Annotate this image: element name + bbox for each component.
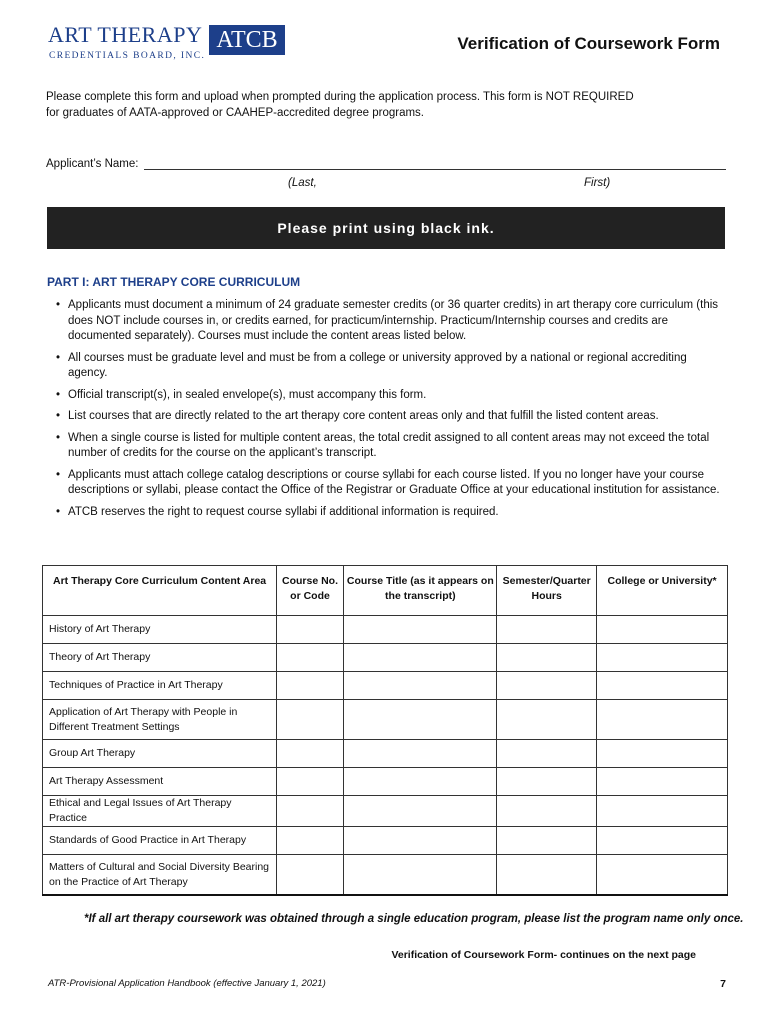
table-row — [43, 827, 728, 855]
handbook-footer: ATR-Provisional Application Handbook (effective January 1, 2021) — [48, 978, 326, 989]
bullet-text: ATCB reserves the right to request course syllabi if additional information is required. — [68, 505, 499, 518]
bullet-text: List courses that are directly related to the art therapy core content areas only and that fulfill the listed content areas. — [68, 410, 659, 422]
course-no-input[interactable] — [276, 616, 344, 644]
college-input[interactable] — [597, 827, 728, 855]
list-item — [54, 388, 720, 404]
applicant-name-field[interactable] — [144, 157, 726, 170]
table-row — [43, 768, 728, 796]
course-title-input[interactable] — [344, 827, 497, 855]
college-input[interactable] — [597, 644, 728, 672]
continues-note: Verification of Coursework Form- continues on the next page — [391, 949, 696, 961]
college-input[interactable] — [597, 855, 728, 896]
course-no-input[interactable] — [276, 768, 344, 796]
coursework-table — [42, 565, 728, 896]
course-title-input[interactable] — [344, 855, 497, 896]
intro-text — [46, 89, 726, 121]
course-no-input[interactable] — [276, 644, 344, 672]
single-program-footnote: *If all art therapy coursework was obtained through a single education program, please list the program name only once. — [84, 913, 744, 925]
content-area-cell: Theory of Art Therapy — [43, 644, 277, 672]
bullet-text: When a single course is listed for multiple content areas, the total credit assigned to all content areas may not exceed the total number of credits for the course on the applicant’s transcript. — [68, 431, 710, 459]
course-title-input[interactable] — [344, 700, 497, 740]
course-title-input[interactable] — [344, 616, 497, 644]
logo-top-text: ART THERAPY — [48, 22, 203, 47]
hours-input[interactable] — [497, 700, 597, 740]
course-no-input[interactable] — [276, 700, 344, 740]
content-area-cell: Application of Art Therapy with People in Different Treatment Settings — [43, 700, 277, 740]
table-row — [43, 700, 728, 740]
hours-input[interactable] — [497, 796, 597, 827]
course-no-input[interactable] — [276, 740, 344, 768]
course-no-input[interactable] — [276, 827, 344, 855]
hours-input[interactable] — [497, 672, 597, 700]
content-area-cell: Matters of Cultural and Social Diversity Bearing on the Practice of Art Therapy — [43, 855, 277, 896]
college-input[interactable] — [597, 740, 728, 768]
college-input[interactable] — [597, 768, 728, 796]
header-content-area: Art Therapy Core Curriculum Content Area — [43, 566, 277, 616]
content-area-cell: Standards of Good Practice in Art Therapy — [43, 827, 277, 855]
table-row — [43, 740, 728, 768]
college-input[interactable] — [597, 616, 728, 644]
content-area-cell: Art Therapy Assessment — [43, 768, 277, 796]
hours-input[interactable] — [497, 827, 597, 855]
atcb-logo — [48, 24, 288, 64]
table-row — [43, 796, 728, 827]
hours-input[interactable] — [497, 616, 597, 644]
course-title-input[interactable] — [344, 768, 497, 796]
course-title-input[interactable] — [344, 672, 497, 700]
table-row — [43, 672, 728, 700]
form-title: Verification of Coursework Form — [457, 34, 720, 53]
content-area-cell: Techniques of Practice in Art Therapy — [43, 672, 277, 700]
content-area-cell: Ethical and Legal Issues of Art Therapy Practice — [43, 796, 277, 827]
course-no-input[interactable] — [276, 672, 344, 700]
hours-input[interactable] — [497, 644, 597, 672]
content-area-cell: Group Art Therapy — [43, 740, 277, 768]
table-header-row — [43, 566, 728, 616]
bullet-text: Applicants must document a minimum of 24 graduate semester credits (or 36 quarter credits) in art therapy core curriculum (this does NOT include courses in, or credits earned, for practicum/internship. Practicum/Internship courses and credits are documented separately). Courses must include the content areas listed below. — [68, 299, 719, 342]
header-course-title: Course Title (as it appears on the transcript) — [344, 566, 497, 616]
table-row — [43, 644, 728, 672]
hours-input[interactable] — [497, 768, 597, 796]
first-name-caption: First) — [584, 177, 611, 189]
bullet-icon: • — [56, 388, 61, 401]
header-college: College or University* — [597, 566, 728, 616]
list-item — [54, 431, 720, 462]
course-no-input[interactable] — [276, 796, 344, 827]
list-item — [54, 298, 720, 345]
course-title-input[interactable] — [344, 796, 497, 827]
black-ink-banner: Please print using black ink. — [47, 207, 725, 249]
college-input[interactable] — [597, 700, 728, 740]
list-item — [54, 468, 720, 499]
last-name-caption: (Last, — [288, 177, 317, 189]
intro-line-1: Please complete this form and upload when prompted during the application process. This form is NOT REQUIRED — [46, 91, 634, 103]
list-item — [54, 351, 720, 382]
course-title-input[interactable] — [344, 644, 497, 672]
logo-subtitle: CREDENTIALS BOARD, INC. — [49, 51, 206, 61]
course-title-input[interactable] — [344, 740, 497, 768]
hours-input[interactable] — [497, 740, 597, 768]
applicant-name-label: Applicant’s Name: — [46, 158, 139, 170]
header-course-no: Course No. or Code — [276, 566, 344, 616]
course-no-input[interactable] — [276, 855, 344, 896]
college-input[interactable] — [597, 672, 728, 700]
content-area-cell: History of Art Therapy — [43, 616, 277, 644]
table-row — [43, 855, 728, 896]
bullet-icon: • — [56, 505, 61, 518]
part1-heading: PART I: ART THERAPY CORE CURRICULUM — [47, 275, 301, 289]
bullet-icon: • — [56, 468, 61, 481]
intro-line-2: for graduates of AATA-approved or CAAHEP-accredited degree programs. — [46, 107, 424, 119]
bullet-icon: • — [56, 431, 61, 444]
bullet-text: Applicants must attach college catalog descriptions or course syllabi for each course listed. If you no longer have your course descriptions or syllabi, please contact the Office of the Registrar or Graduate Office at your educational institution for assistance. — [68, 468, 720, 496]
list-item — [54, 409, 720, 425]
page-number: 7 — [720, 978, 726, 990]
instructions-list — [54, 298, 720, 526]
list-item — [54, 505, 720, 521]
bullet-text: Official transcript(s), in sealed envelope(s), must accompany this form. — [68, 388, 427, 401]
header-hours: Semester/Quarter Hours — [497, 566, 597, 616]
bullet-icon: • — [56, 299, 61, 311]
bullet-text: All courses must be graduate level and must be from a college or university approved by a national or regional accrediting agency. — [68, 351, 687, 379]
applicant-name-row — [46, 157, 726, 170]
table-row — [43, 616, 728, 644]
bullet-icon: • — [56, 410, 61, 422]
college-input[interactable] — [597, 796, 728, 827]
hours-input[interactable] — [497, 855, 597, 896]
bullet-icon: • — [56, 351, 61, 364]
logo-abbr-box: ATCB — [209, 25, 285, 55]
